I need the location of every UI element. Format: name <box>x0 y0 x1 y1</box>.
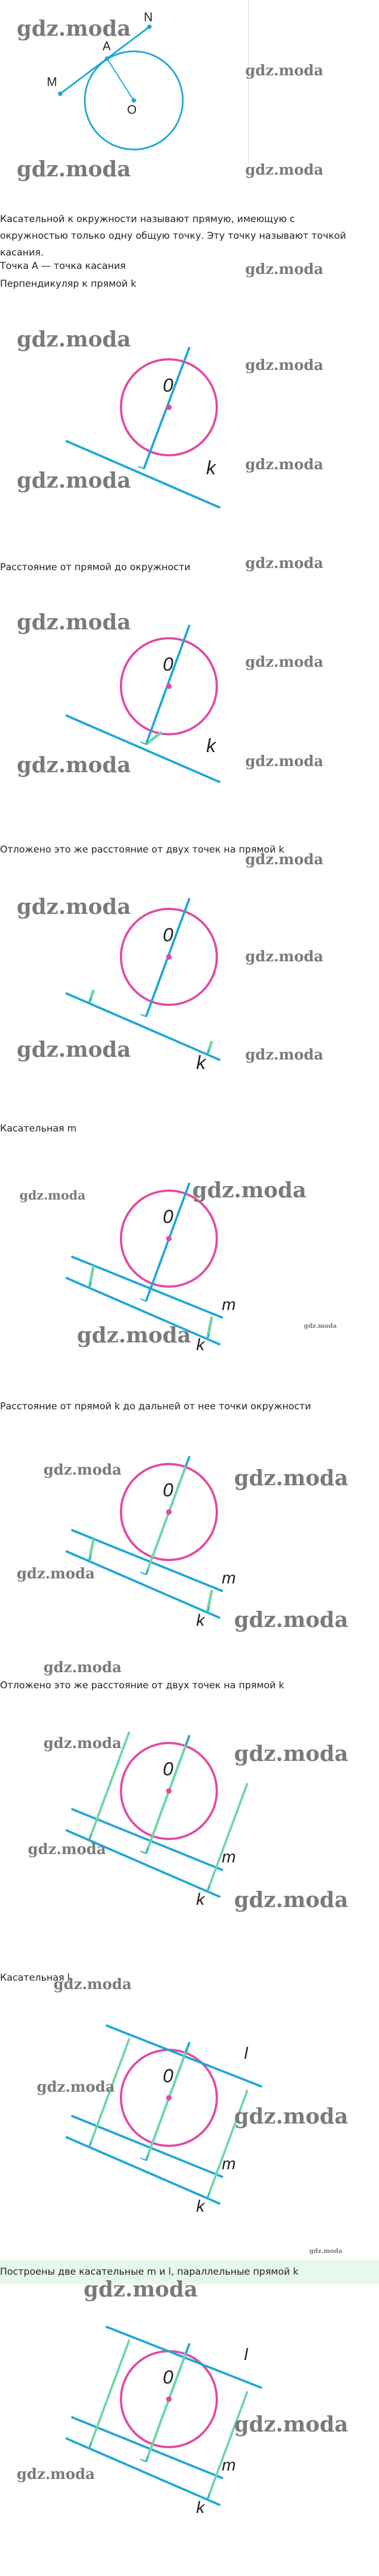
caption-6: Касательная l <box>0 1972 70 1983</box>
watermark: gdz.moda <box>43 1659 122 1676</box>
watermark: gdz.moda <box>245 62 324 79</box>
label-m: M <box>47 75 57 89</box>
watermark: gdz.moda <box>245 948 324 965</box>
watermark: gdz.moda <box>234 1741 348 1766</box>
watermark: gdz.moda <box>20 1188 86 1203</box>
caption-4: Расстояние от прямой k до дальней от нее точки окружности <box>0 1401 312 1412</box>
watermark: gdz.moda <box>17 326 131 352</box>
center-label: 0 <box>163 2065 173 2087</box>
label-m: m <box>222 2456 236 2474</box>
watermark: gdz.moda <box>192 1177 307 1202</box>
center-label: 0 <box>163 1759 173 1780</box>
watermark: gdz.moda <box>17 16 131 41</box>
watermark: gdz.moda <box>17 468 131 493</box>
watermark: gdz.moda <box>245 555 324 572</box>
center-label: 0 <box>163 654 173 675</box>
center-point <box>166 954 172 960</box>
perpendicular-text: Перпендикуляр к прямой k <box>0 278 137 290</box>
label-o: O <box>127 103 137 117</box>
watermark: gdz.moda <box>245 162 324 179</box>
watermark: gdz.moda <box>17 1037 131 1062</box>
label-k: k <box>196 1890 205 1909</box>
center-point <box>166 1788 172 1794</box>
long-segment-right <box>207 2391 247 2500</box>
label-k: k <box>206 458 216 479</box>
watermark: gdz.moda <box>245 654 324 671</box>
watermark: gdz.moda <box>17 2466 95 2483</box>
point-o <box>132 98 136 103</box>
label-l: l <box>244 2044 248 2063</box>
label-a: A <box>103 39 111 53</box>
label-n: N <box>144 10 153 24</box>
watermark: gdz.moda <box>17 609 131 634</box>
watermark: gdz.moda <box>234 2103 348 2129</box>
segment-right <box>207 1317 212 1339</box>
center-point <box>166 2095 172 2101</box>
segment-left <box>89 1539 94 1561</box>
watermark: gdz.moda <box>234 2411 348 2437</box>
watermark: gdz.moda <box>234 1607 348 1632</box>
line-m <box>71 1809 223 1870</box>
watermark: gdz.moda <box>84 2276 198 2301</box>
label-m: m <box>222 2155 236 2173</box>
watermark: gdz.moda <box>234 1887 348 1912</box>
center-label: 0 <box>163 375 173 396</box>
figure-divider <box>248 0 249 184</box>
watermark: gdz.moda <box>245 357 324 374</box>
center-point <box>166 683 172 689</box>
label-k: k <box>196 2498 205 2517</box>
center-point <box>166 2396 172 2402</box>
label-k: k <box>196 1336 205 1354</box>
point-m <box>58 92 62 96</box>
watermark: gdz.moda <box>245 261 324 278</box>
label-k: k <box>196 2197 205 2216</box>
watermark: gdz.moda <box>245 851 324 868</box>
caption-5: Отложено это же расстояние от двух точек на прямой k <box>0 1680 284 1691</box>
watermark: gdz.moda <box>234 1465 348 1490</box>
label-k: k <box>206 735 216 757</box>
label-l: l <box>244 2346 248 2364</box>
watermark: gdz.moda <box>309 2247 343 2255</box>
segment-right <box>207 1590 212 1612</box>
segment-left <box>89 1265 94 1288</box>
caption-1: Расстояние от прямой до окружности <box>0 562 191 573</box>
label-m: m <box>222 1296 236 1314</box>
center-point <box>166 1236 172 1241</box>
watermark: gdz.moda <box>54 1976 132 1993</box>
point-a-text: Точка A — точка касания <box>0 261 126 272</box>
label-m: m <box>222 1848 236 1866</box>
center-label: 0 <box>163 1480 173 1501</box>
watermark: gdz.moda <box>77 1322 191 1347</box>
watermark: gdz.moda <box>43 1735 122 1752</box>
caption-7: Построены две касательные m и l, параллельные прямой k <box>0 2266 299 2278</box>
watermark: gdz.moda <box>43 1462 122 1479</box>
long-segment-right <box>207 1783 247 1891</box>
radius-oa <box>107 59 134 100</box>
caption-2: Отложено это же расстояние от двух точек на прямой k <box>0 844 284 855</box>
watermark: gdz.moda <box>17 1566 95 1582</box>
watermark: gdz.moda <box>304 1322 337 1330</box>
label-k: k <box>196 1611 205 1630</box>
watermark: gdz.moda <box>37 2079 115 2096</box>
watermark: gdz.moda <box>17 894 131 919</box>
watermark: gdz.moda <box>28 1841 106 1858</box>
center-label: 0 <box>163 925 173 946</box>
point-n <box>147 25 152 29</box>
watermark: gdz.moda <box>245 456 324 473</box>
line-m <box>71 2116 223 2177</box>
label-m: m <box>222 1569 236 1587</box>
center-point <box>166 1509 172 1515</box>
definition-paragraph: Касательной к окружности называют прямую, имеющую с окружностью только одну общую точку. Эту точку называют точкой касания. <box>0 214 346 258</box>
caption-3: Касательная m <box>0 1123 77 1134</box>
point-a <box>105 56 109 61</box>
label-k: k <box>196 1052 206 1073</box>
watermark: gdz.moda <box>17 752 131 777</box>
watermark: gdz.moda <box>245 753 324 770</box>
center-label: 0 <box>163 2367 173 2388</box>
watermark: gdz.moda <box>17 156 131 181</box>
center-label: 0 <box>163 1206 173 1227</box>
watermark: gdz.moda <box>245 1047 324 1063</box>
center-point <box>166 405 172 410</box>
